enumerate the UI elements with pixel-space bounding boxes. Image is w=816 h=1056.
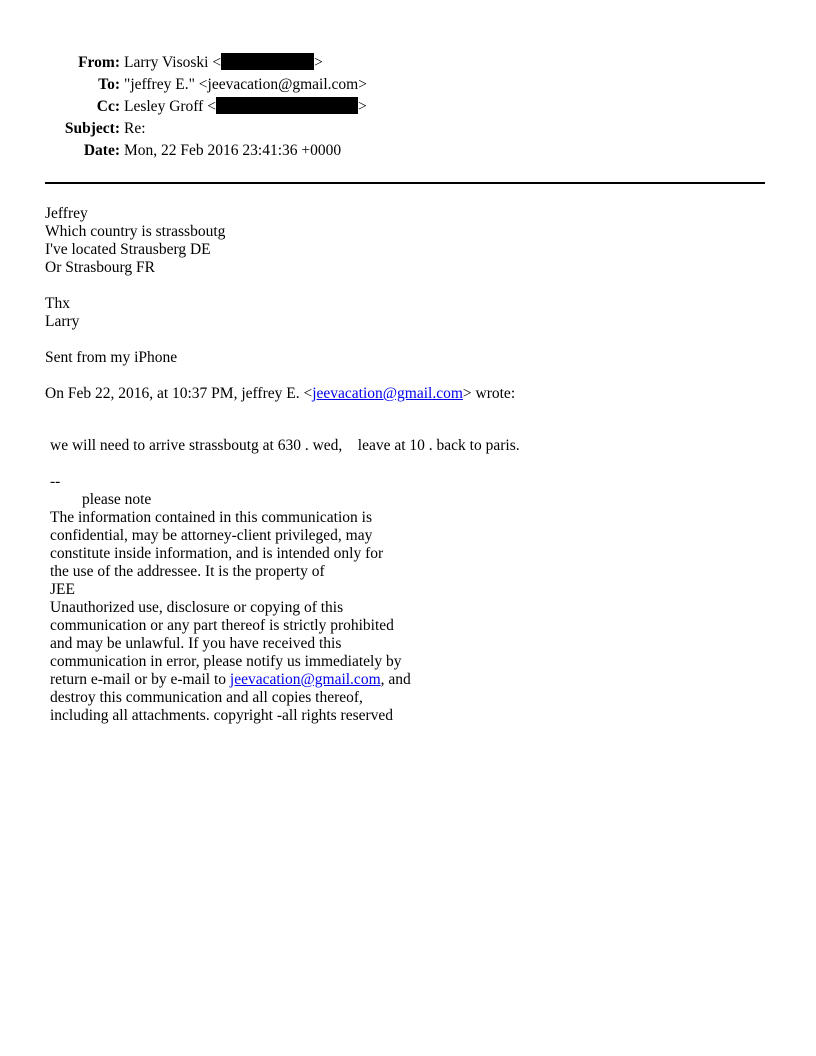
to-row — [0, 74, 816, 96]
from-close: > — [314, 54, 323, 71]
message-line: Or Strasbourg FR — [45, 259, 155, 276]
spacer — [45, 367, 765, 385]
cc-value — [124, 96, 367, 118]
reply-attribution — [45, 385, 765, 403]
header-divider — [45, 182, 765, 184]
email-header — [0, 52, 816, 162]
from-label: From: — [78, 54, 120, 71]
cc-row — [0, 96, 816, 118]
from-name: Larry Visoski < — [124, 54, 222, 71]
message-line: Jeffrey — [45, 205, 88, 222]
signoff-line: Larry — [45, 313, 80, 330]
please-note: please note — [82, 491, 152, 508]
from-row — [0, 52, 816, 74]
spacer — [45, 277, 765, 295]
disclaimer-line: communication or any part thereof is strictly prohibited — [50, 617, 394, 634]
notify-prefix: return e-mail or by e-mail to — [50, 671, 230, 688]
notify-email-link[interactable]: jeevacation@gmail.com — [229, 671, 381, 688]
disclaimer-line: the use of the addressee. It is the property of — [50, 563, 325, 580]
disclaimer-line: including all attachments. copyright -all rights reserved — [50, 707, 394, 724]
signature-dash: -- — [50, 473, 61, 490]
disclaimer-line: JEE — [50, 581, 75, 598]
disclaimer-line: destroy this communication and all copies thereof, — [50, 689, 363, 706]
disclaimer-line: The information contained in this communication is — [50, 509, 372, 526]
message-line: I've located Strausberg DE — [45, 241, 211, 258]
cc-label: Cc: — [96, 98, 120, 115]
message-body — [45, 205, 765, 403]
disclaimer-line: and may be unlawful. If you have received this — [50, 635, 342, 652]
date-row — [0, 140, 816, 162]
subject-value: Re: — [124, 120, 146, 137]
cc-name: Lesley Groff < — [124, 98, 216, 115]
to-label: To: — [98, 76, 120, 93]
notify-suffix: , and — [380, 671, 411, 688]
reply-suffix: > wrote: — [462, 385, 516, 402]
disclaimer-line: confidential, may be attorney-client privileged, may — [50, 527, 373, 544]
disclaimer-line: communication in error, please notify us immediately by — [50, 653, 402, 670]
date-value: Mon, 22 Feb 2016 23:41:36 +0000 — [124, 142, 342, 159]
quoted-message — [50, 437, 750, 725]
signoff-line: Thx — [45, 295, 70, 312]
subject-row — [0, 118, 816, 140]
redacted-email-from — [221, 53, 314, 70]
disclaimer-notify-line — [50, 671, 750, 689]
cc-close: > — [357, 98, 367, 115]
spacer — [45, 331, 765, 349]
disclaimer-line: constitute inside information, and is intended only for — [50, 545, 384, 562]
quoted-text: we will need to arrive strassboutg at 630 . wed, leave at 10 . back to paris. — [50, 437, 520, 454]
disclaimer-line: Unauthorized use, disclosure or copying of this — [50, 599, 344, 616]
sent-from: Sent from my iPhone — [45, 349, 178, 366]
to-value: "jeffrey E." <jeevacation@gmail.com> — [124, 76, 367, 93]
spacer — [50, 455, 750, 473]
reply-prefix: On Feb 22, 2016, at 10:37 PM, jeffrey E. < — [45, 385, 313, 402]
message-line: Which country is strassboutg — [45, 223, 226, 240]
redacted-email-cc — [216, 97, 358, 114]
date-label: Date: — [83, 142, 120, 159]
subject-label: Subject: — [64, 120, 120, 137]
from-value — [124, 52, 323, 74]
reply-email-link[interactable]: jeevacation@gmail.com — [312, 385, 463, 402]
